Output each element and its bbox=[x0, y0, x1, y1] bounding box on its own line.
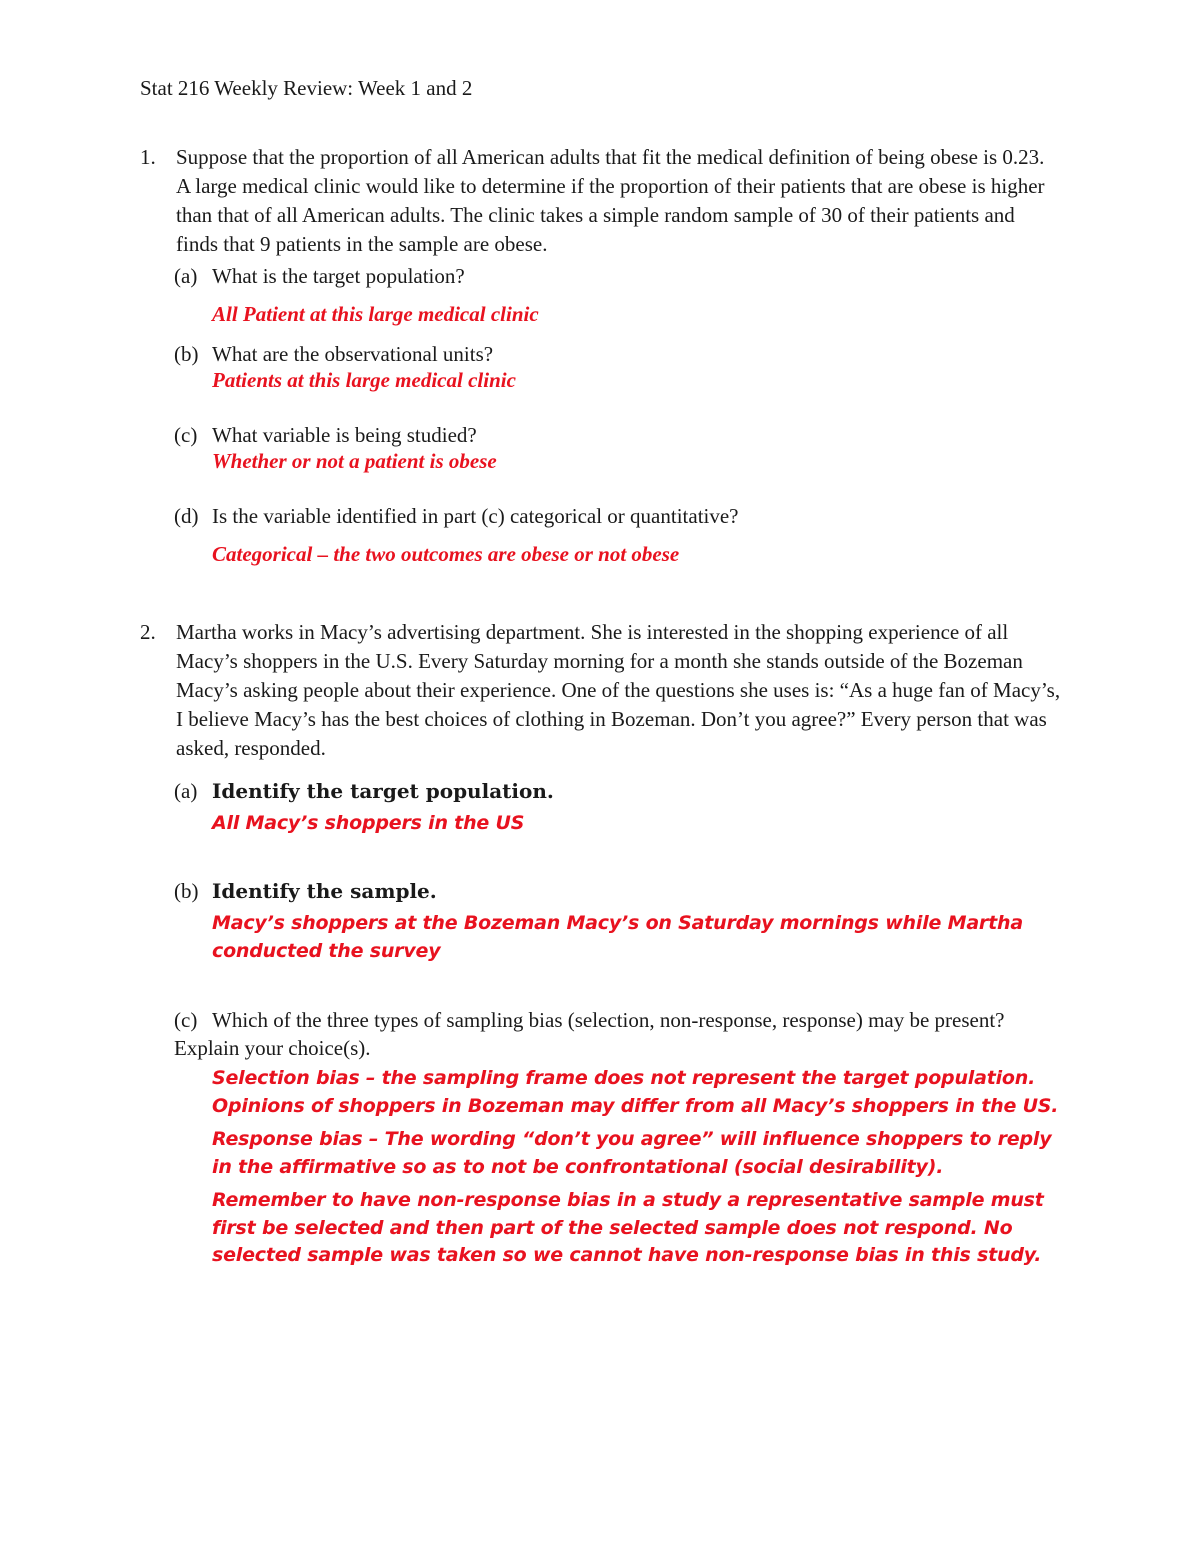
question-1-text: Suppose that the proportion of all American adults that fit the medical definition of being obese is 0.23. A large medical clinic would like to determine if the proportion of their patients that are obese is higher than that of all American adults. The clinic takes a simple random sample of 30 of their patients and finds that 9 patients in the sample are obese. bbox=[176, 145, 1045, 256]
question-2b-label: (b) bbox=[174, 879, 199, 903]
answer-1a: All Patient at this large medical clinic bbox=[212, 302, 539, 326]
question-1c bbox=[174, 421, 477, 449]
page-title: Stat 216 Weekly Review: Week 1 and 2 bbox=[140, 76, 473, 100]
question-1d bbox=[174, 502, 739, 530]
answer-1c: Whether or not a patient is obese bbox=[212, 449, 497, 473]
question-1b-text: What are the observational units? bbox=[212, 342, 494, 366]
answer-2c-selection: Selection bias – the sampling frame does not represent the target population. Opinions of shoppers in Bozeman may differ from all Macy’s shoppers in the US. bbox=[212, 1067, 1059, 1117]
question-2-text: Martha works in Macy’s advertising department. She is interested in the shopping experience of all Macy’s shoppers in the U.S. Every Saturday morning for a month she stands outside of the Bozeman Macy’s asking people about their experience. One of the questions she uses is: “As a huge fan of Macy’s, I believe Macy’s has the best choices of clothing in Bozeman. Don’t you agree?” Every person that was asked, responded. bbox=[176, 620, 1061, 760]
question-1a bbox=[174, 262, 465, 290]
answer-2c-nonresponse: Remember to have non-response bias in a study a representative sample must first be selected and then part of the selected sample does not respond. No selected sample was taken so we cannot have non-response bias in this study. bbox=[212, 1189, 1044, 1266]
question-2a-label: (a) bbox=[174, 779, 198, 803]
question-2a bbox=[174, 777, 554, 805]
question-1b-label: (b) bbox=[174, 342, 199, 366]
question-2a-text: Identify the target population. bbox=[212, 779, 554, 803]
question-2c bbox=[174, 1006, 1054, 1062]
question-2-number: 2. bbox=[140, 620, 156, 644]
answer-1d: Categorical – the two outcomes are obese or not obese bbox=[212, 542, 680, 566]
question-1b bbox=[174, 340, 493, 368]
answer-2b: Macy’s shoppers at the Bozeman Macy’s on Saturday mornings while Martha conducted the survey bbox=[212, 912, 1023, 962]
answer-2a: All Macy’s shoppers in the US bbox=[212, 812, 525, 834]
question-1c-text: What variable is being studied? bbox=[212, 423, 477, 447]
answer-1b: Patients at this large medical clinic bbox=[212, 368, 516, 392]
answer-2c-response: Response bias – The wording “don’t you agree” will influence shoppers to reply in the affirmative so as to not be confrontational (social desirability). bbox=[212, 1128, 1052, 1178]
question-1d-label: (d) bbox=[174, 504, 199, 528]
question-1d-text: Is the variable identified in part (c) categorical or quantitative? bbox=[212, 504, 739, 528]
question-2b bbox=[174, 877, 437, 905]
question-1a-text: What is the target population? bbox=[212, 264, 465, 288]
question-2b-text: Identify the sample. bbox=[212, 879, 437, 903]
question-2c-label: (c) bbox=[174, 1008, 198, 1032]
question-1a-label: (a) bbox=[174, 264, 198, 288]
question-2c-text: Which of the three types of sampling bias (selection, non-response, response) may be present? Explain your choice(s). bbox=[174, 1008, 1005, 1060]
question-1-number: 1. bbox=[140, 145, 156, 169]
question-1c-label: (c) bbox=[174, 423, 198, 447]
